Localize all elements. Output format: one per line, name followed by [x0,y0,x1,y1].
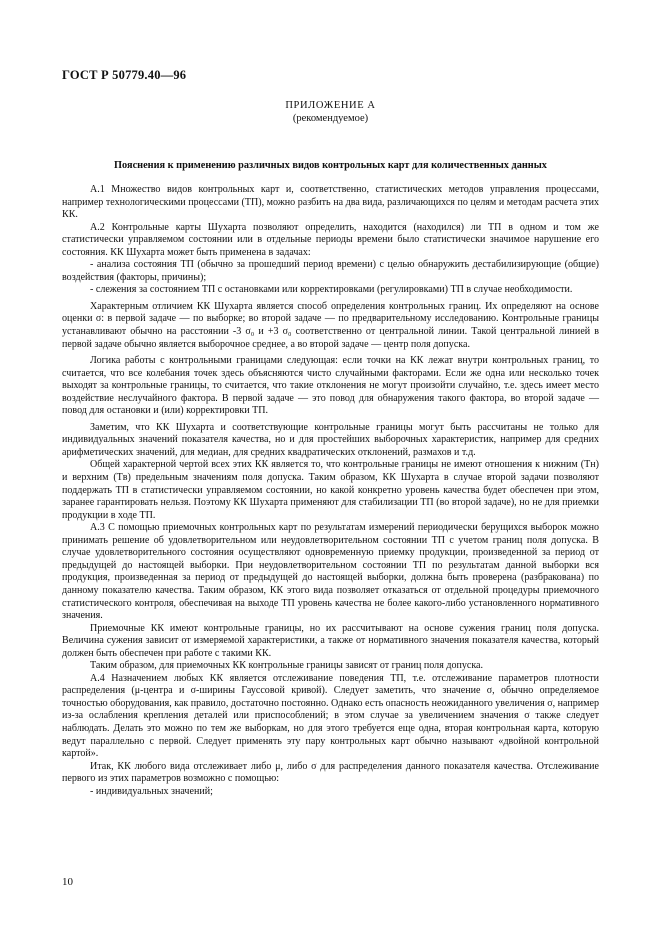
annex-heading [0,99,661,125]
annex-subtitle: (рекомендуемое) [292,113,369,124]
list-item-analysis: - анализа состояния ТП (обычно за прошедший период времени) с целью обнаружить дестабилизирующие (общие) воздействия (факторы, причины); [62,259,599,283]
body-text [62,184,599,798]
paragraph-acceptance: Приемочные КК имеют контрольные границы, но их рассчитывают на основе сужения границ поля допуска. Величина сужения зависит от измеряемой характеристики, а также от нормативного значения показателя качества, который должен быть обеспечен при работе с такими КК. [62,622,599,659]
paragraph-a4: А.4 Назначением любых КК является отслеживание поведения ТП, т.е. отслеживание параметров плотности распределения (μ-центра и σ-ширины Гауссовой кривой). Следует заметить, что значение σ, обычно определяемое точностью оборудования, как правило, достаточно постоянно. Однако есть опасность неожиданного увеличения σ, например из-за ослабления крепления деталей или приспособлений; в этом случае за увеличением значения σ также следует наблюдать. Делать это можно по тем же выборкам, но для этого требуется еще одна, вторая контрольная карта, которую ведут параллельно с первой. Следует применять эту пару контрольных карт обычно называют «двойной контрольной картой». [62,672,599,760]
standard-header: ГОСТ Р 50779.40—96 [62,68,187,82]
list-item-individual: - индивидуальных значений; [90,785,213,797]
annex-title: ПРИЛОЖЕНИЕ А [285,100,376,111]
paragraph-conclusion: Итак, КК любого вида отслеживает либо μ, либо σ для распределения данного показателя качества. Отслеживание первого из этих параметров возможно с помощью: [62,760,599,785]
paragraph-summary: Таким образом, для приемочных КК контрольные границы зависят от границ поля допуска. [90,660,484,672]
paragraph-a3: А.3 С помощью приемочных контрольных карт по результатам измерений периодически берущихся выборок можно принимать решение об удовлетворительном или неудовлетворительном состоянии ТП с учетом границ поля допуска. В случае удовлетворительного состояния осуществляют одновременную приемку продукции, произведенной за период от предыдущей до настоящей выборки. При неудовлетворительном состоянии ТП по результатам данной выборки вся продукция, произведенная за период от предыдущей до настоящей выборки, должна быть проверена (разбракована) по данному показателю качества. Таким образом, КК этого вида позволяет отказаться от отдельной процедуры приемочного статистического контроля, обеспечивая на выходе ТП уровень качества не более какого-либо установленного нормативного значения. [62,522,599,622]
list-item-tracking: - слежения за состоянием ТП с остановками или корректировками (регулировками) ТП в случае необходимости. [90,284,573,296]
paragraph-logic: Логика работы с контрольными границами следующая: если точки на КК лежат внутри контрольных границ, то считается, что все колебания точек здесь объясняются чисто случайными факторами. Если же одна или несколько точек выходят за контрольные границы, то считается, что такие отклонения не могут произойти случайно, т.е. здесь имеет место воздействие неслучайного фактора. В первой задаче — это повод для обнаружения такого фактора, во второй задаче — повод для остановки и (или) корректировки ТП. [62,355,599,417]
page-number: 10 [62,876,73,888]
paragraph-common-feature: Общей характерной чертой всех этих КК является то, что контрольные границы не имеют отношения к нижним (Tн) и верхним (Tв) предельным значениям поля допуска. Таким образом, КК Шухарта в случае второй задачи позволяют поддержать ТП в статистически управляемом состоянии, но какой конкретно уровень качества будет обеспечен при этом, заранее гарантировать нельзя. Поэтому КК Шухарта применяют для стабилизации ТП (во второй задаче), но не для приемки продукции в ходе ТП. [62,459,599,521]
paragraph-limits: Характерным отличием КК Шухарта является способ определения контрольных границ. Их определяют на основе оценки σ: в первой задаче — по выборке; во второй задаче — по предварительному исследованию. Контрольные границы устанавливают обычно на расстоянии -3 σ₀ и +3 σ₀ соответственно от центральной линии. Такой центральной линией в первой задаче обычно является выборочное среднее, а во второй задаче — центр поля допуска. [62,300,599,350]
paragraph-a2: А.2 Контрольные карты Шухарта позволяют определить, находится (находился) ли ТП в одном и том же статистически управляемом состоянии или в отдельные периоды времени было статистически значимое нарушение его состояния. КК Шухарта может быть применена в задачах: [62,221,599,258]
paragraph-a1: А.1 Множество видов контрольных карт и, соответственно, статистических методов управления процессами, например технологическими процессами (ТП), можно разбить на два вида, различающихся по целям и методам расчета этих КК. [62,184,599,221]
section-title: Пояснения к применению различных видов контрольных карт для количественных данных [114,160,547,171]
paragraph-note: Заметим, что КК Шухарта и соответствующие контрольные границы могут быть рассчитаны не только для индивидуальных значений показателя качества, но и для простейших выборочных характеристик, например для средних арифметических значений, для медиан, для средних квадратических отклонений, размахов и т.д. [62,421,599,458]
